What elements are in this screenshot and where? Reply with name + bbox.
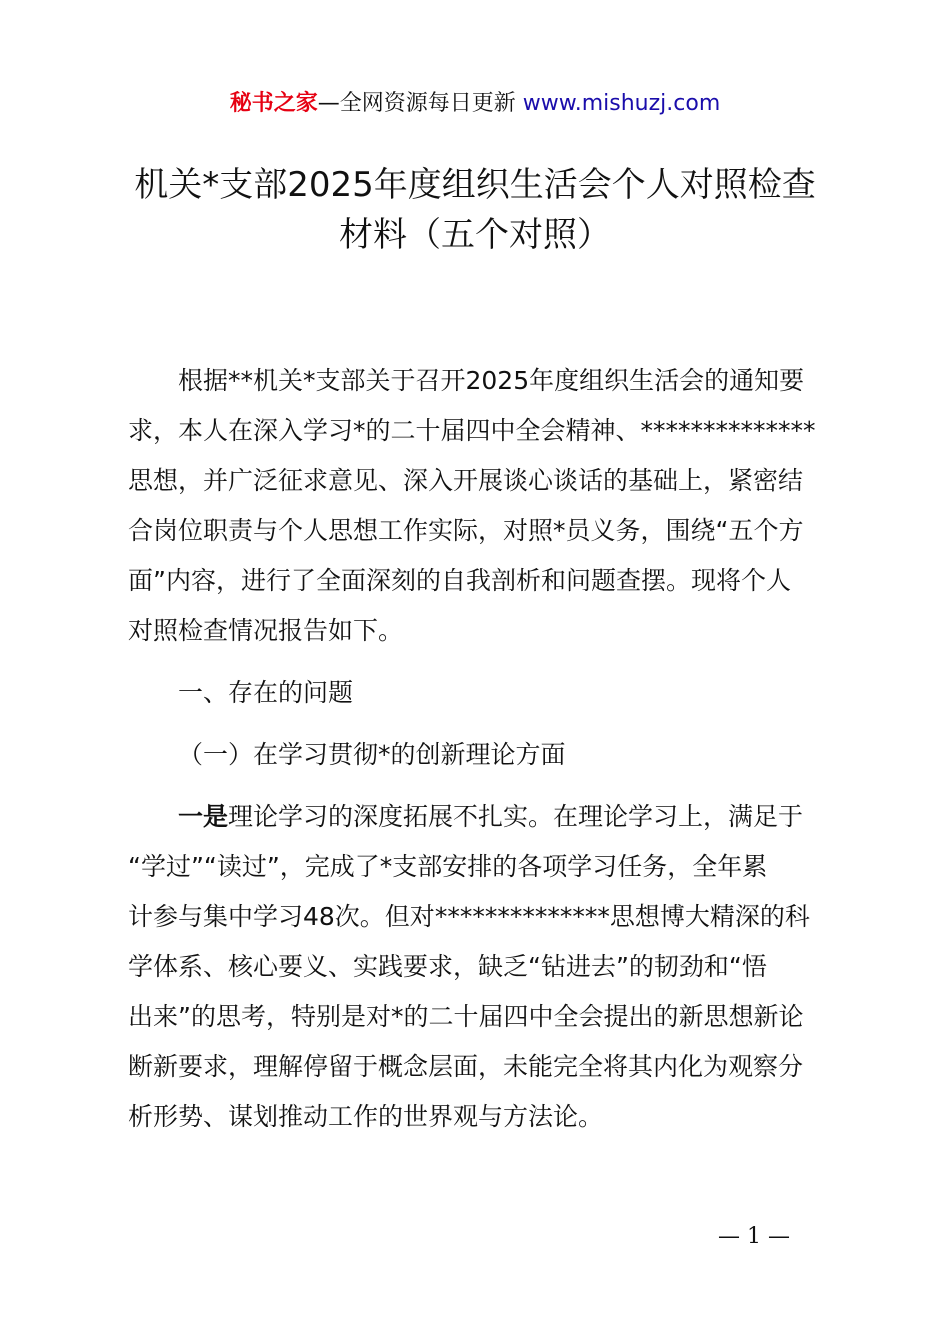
point-1-line: “学过”“读过”，完成了*支部安排的各项学习任务，全年累 <box>128 852 768 881</box>
intro-line: 根据**机关*支部关于召开2025年度组织生活会的通知要 <box>178 366 805 395</box>
title-line-1: 机关*支部2025年度组织生活会个人对照检查 <box>134 165 816 205</box>
intro-line: 求，本人在深入学习*的二十届四中全会精神、************** <box>128 416 816 445</box>
point-1-line: 计参与集中学习48次。但对**************思想博大精深的科 <box>128 902 810 931</box>
intro-line: 面”内容，进行了全面深刻的自我剖析和问题查摆。现将个人 <box>128 566 791 595</box>
point-1-lead: 一是 <box>178 802 229 831</box>
site-header <box>0 88 950 120</box>
intro-paragraph <box>128 356 830 656</box>
intro-line: 对照检查情况报告如下。 <box>128 616 404 645</box>
subsection-heading <box>128 730 830 780</box>
site-tagline: —全网资源每日更新 <box>317 91 516 116</box>
point-1-paragraph <box>128 792 830 1142</box>
section-heading <box>128 668 830 718</box>
document-title <box>110 160 840 260</box>
section-1-heading: 一、存在的问题 <box>178 678 354 707</box>
title-line-2: 材料（五个对照） <box>339 215 611 255</box>
point-1-first-text: 理论学习的深度拓展不扎实。在理论学习上，满足于 <box>228 802 804 831</box>
site-brand: 秘书之家 <box>229 91 318 116</box>
site-url-link[interactable]: www.mishuzj.com <box>522 91 721 116</box>
intro-line: 合岗位职责与个人思想工作实际，对照*员义务，围绕“五个方 <box>128 516 804 545</box>
intro-line: 思想，并广泛征求意见、深入开展谈心谈话的基础上，紧密结 <box>128 466 804 495</box>
point-1-line: 学体系、核心要义、实践要求，缺乏“钻进去”的韧劲和“悟 <box>128 952 767 981</box>
point-1-line: 出来”的思考，特别是对*的二十届四中全会提出的新思想新论 <box>128 1002 804 1031</box>
point-1-first-line <box>128 792 830 842</box>
page-number: — 1 — <box>718 1224 790 1249</box>
point-1-line: 断新要求，理解停留于概念层面，未能完全将其内化为观察分 <box>128 1052 804 1081</box>
point-1-line: 析形势、谋划推动工作的世界观与方法论。 <box>128 1102 604 1131</box>
subsection-1-heading: （一）在学习贯彻*的创新理论方面 <box>178 740 566 769</box>
